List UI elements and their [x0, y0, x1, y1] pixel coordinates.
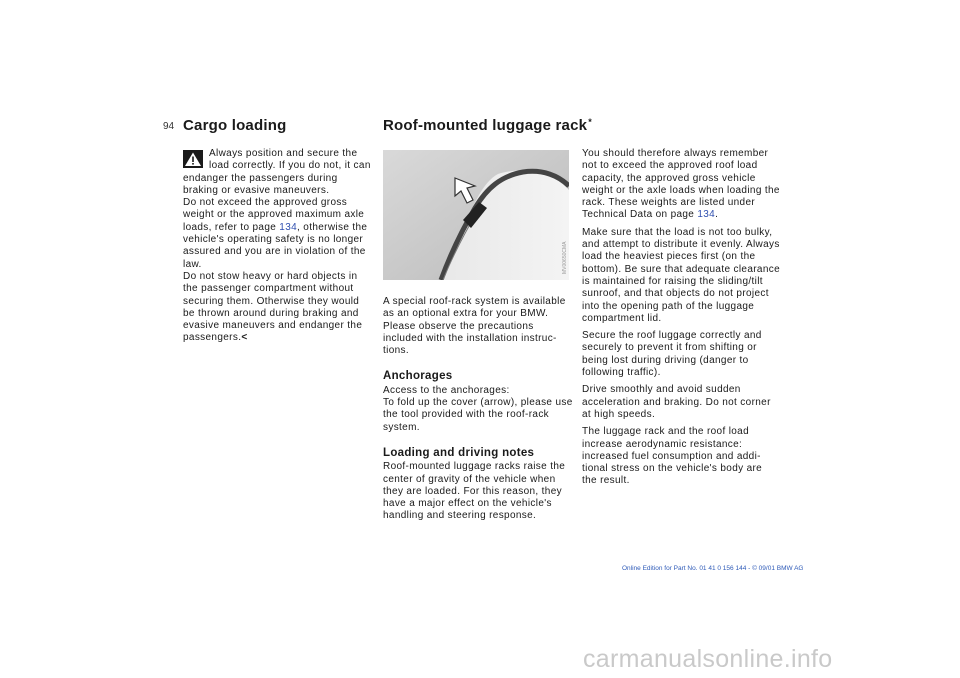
warning-text-weight [183, 197, 373, 271]
anchorages-heading: Anchorages [383, 370, 453, 383]
intro-paragraph: A special roof-rack system is available as an optional extra for your BMW. Please observe the precautions included with the installation instruc-tions. [383, 296, 566, 357]
roof-rack-heading-text: Roof-mounted luggage rack [383, 117, 588, 134]
roof-rack-heading [383, 117, 592, 134]
warning-weight-after: , otherwise the vehicle's operating safety is no longer assured and you are in violation of the law. [183, 221, 368, 270]
loading-notes-column [582, 148, 780, 493]
cargo-loading-heading: Cargo loading [183, 117, 287, 134]
warning-triangle-icon [183, 150, 203, 168]
page-number: 94 [163, 121, 175, 132]
secure-paragraph: Secure the roof luggage correctly and securely to prevent it from shifting or being lost during driving (danger to following traffic). [582, 330, 762, 379]
warning-text-load: Always position and secure the load correctly. If you do not, it can endanger the passengers during braking or evasive maneuvers. [183, 148, 371, 196]
page-134-link-2[interactable]: 134 [697, 209, 716, 221]
warning-column [183, 148, 373, 345]
drive-paragraph: Drive smoothly and avoid sudden acceleration and braking. Do not corner at high speeds. [582, 384, 771, 420]
page-134-link[interactable]: 134 [279, 221, 298, 233]
warning-stow-text: Do not stow heavy or hard objects in the passenger compartment without securing them. Otherwise they would be thrown around during braking and evasive maneuvers and endanger the passengers. [183, 270, 363, 344]
roof-rack-column [383, 296, 573, 523]
anchorages-access: Access to the anchorages: [383, 384, 510, 396]
loading-notes-paragraph: Roof-mounted luggage racks raise the center of gravity of the vehicle when they are loaded. For this reason, they have a major effect on the vehicle's handling and steering response. [383, 461, 566, 522]
photo-code: MV00650CMA [562, 241, 568, 274]
optional-extra-mark: * [588, 117, 592, 127]
roof-rack-photo [383, 150, 569, 280]
warning-weight-before: Do not exceed the approved gross weight or the approved maximum axle loads, refer to page [183, 197, 365, 233]
warning-text-stow [183, 271, 373, 345]
edition-footer: Online Edition for Part No. 01 41 0 156 144 - © 09/01 BMW AG [622, 565, 804, 572]
anchorages-cover: To fold up the cover (arrow), please use the tool provided with the roof-rack system. [383, 397, 573, 433]
end-mark-icon: < [241, 332, 248, 344]
roof-load-before: You should therefore always remember not to exceed the approved roof load capacity, the approved gross vehicle weight or the axle loads when loading the rack. These weights are listed under Technical Data on page [582, 148, 780, 221]
aerodynamic-paragraph: The luggage rack and the roof load increase aerodynamic resistance: increased fuel consumption and addi-tional stress on the vehicle's body are the result. [582, 426, 763, 487]
loading-notes-heading: Loading and driving notes [383, 446, 535, 459]
roof-load-after: . [715, 209, 719, 221]
distribute-paragraph: Make sure that the load is not too bulky, and attempt to distribute it evenly. Always load the heaviest pieces first (on the bottom). Be sure that adequate clearance is maintained for raising the sliding/tilt sunroof, and that objects do not project into the opening path of the luggage compartment lid. [582, 226, 781, 324]
site-watermark: carmanualsonline.info [583, 645, 833, 673]
roof-load-paragraph [582, 148, 780, 222]
